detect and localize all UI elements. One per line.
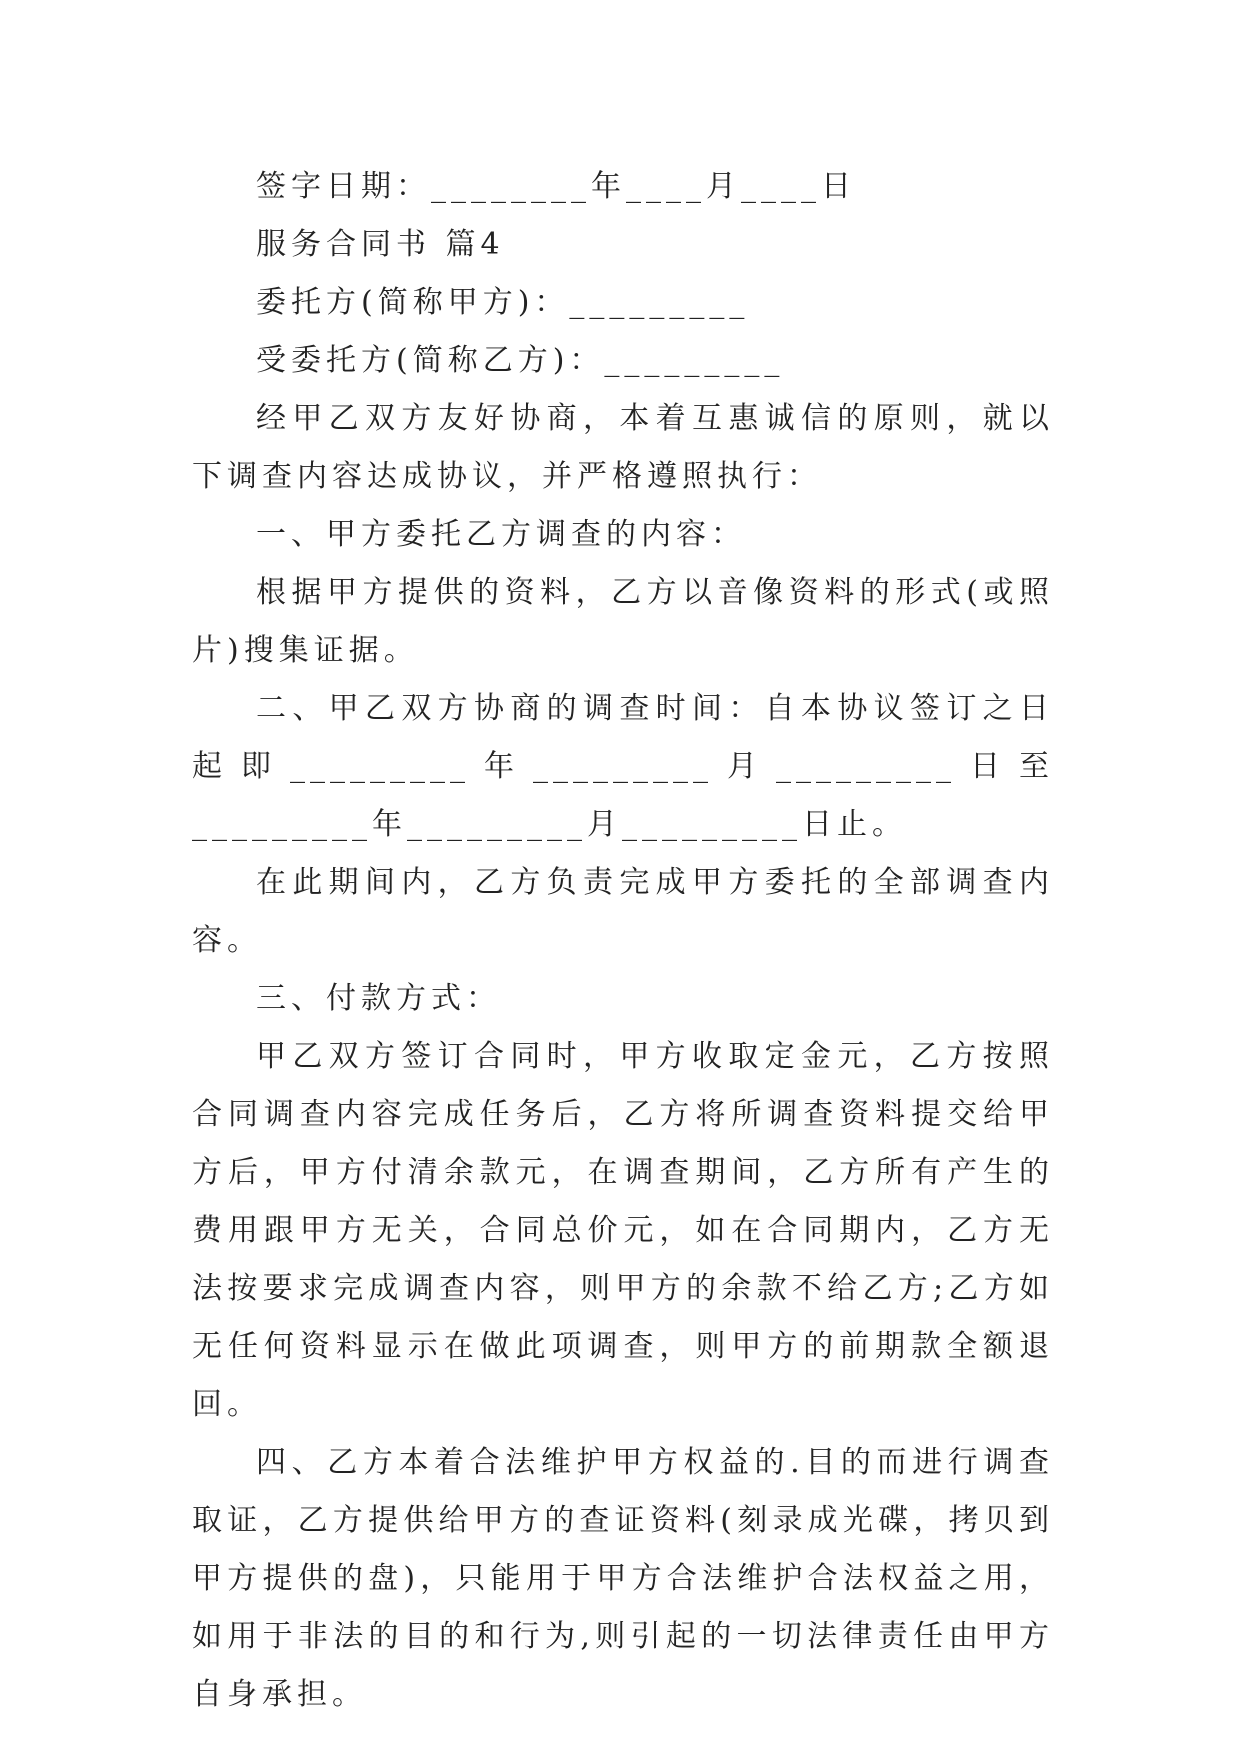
section-heading-1: 一、甲方委托乙方调查的内容： (256, 517, 746, 552)
paragraph-2: 二、甲乙双方协商的调查时间：自本协议签订之日起即_________年_________月_________日至_________年_________月_________日止。 (192, 691, 1054, 842)
party-b-line: 受委托方(简称乙方)：_________ (256, 343, 785, 378)
intro-paragraph: 经甲乙双方友好协商，本着互惠诚信的原则，就以下调查内容达成协议，并严格遵照执行： (192, 401, 1054, 494)
paragraph-5: 四、乙方本着合法维护甲方权益的.目的而进行调查取证，乙方提供给甲方的查证资料(刻录成光碟，拷贝到甲方提供的盘)，只能用于甲方合法维护合法权益之用，如用于非法的目的和行为,则引起的一切法律责任由甲方自身承担。 (192, 1445, 1054, 1712)
party-a-line: 委托方(简称甲方)：_________ (256, 285, 750, 320)
document-body (192, 158, 1054, 1724)
paragraph-1: 根据甲方提供的资料，乙方以音像资料的形式(或照片)搜集证据。 (192, 575, 1054, 668)
paragraph-3: 在此期间内，乙方负责完成甲方委托的全部调查内容。 (192, 865, 1054, 958)
document-title: 服务合同书 篇4 (256, 227, 505, 262)
section-heading-3: 三、付款方式： (256, 981, 501, 1016)
paragraph-4: 甲乙双方签订合同时，甲方收取定金元，乙方按照合同调查内容完成任务后，乙方将所调查资料提交给甲方后，甲方付清余款元，在调查期间，乙方所有产生的费用跟甲方无关，合同总价元，如在合同期内，乙方无法按要求完成调查内容，则甲方的余款不给乙方;乙方如无任何资料显示在做此项调查，则甲方的前期款全额退回。 (192, 1039, 1054, 1422)
sign-date-line: 签字日期：________年____月____日 (256, 169, 856, 204)
